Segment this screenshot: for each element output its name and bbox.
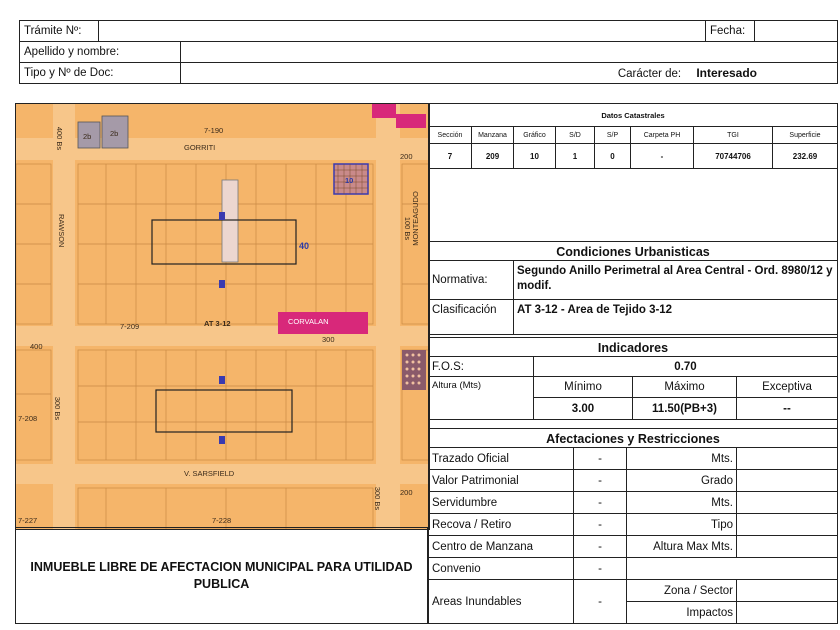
afectaciones-title: Afectaciones y Restricciones bbox=[428, 428, 838, 448]
lot-2b-b: 2b bbox=[110, 129, 119, 138]
afect-unit-servidumbre: Mts. bbox=[626, 491, 737, 514]
cat-col-carpeta: Carpeta PH bbox=[630, 126, 694, 144]
map-drawing bbox=[16, 104, 429, 529]
altura-label: Altura (Mts) bbox=[428, 376, 534, 420]
cat-val-carpeta: - bbox=[630, 143, 694, 169]
street-corvalan: CORVALAN bbox=[288, 317, 329, 326]
indicadores-title: Indicadores bbox=[428, 337, 838, 357]
zona-sector-field bbox=[736, 579, 838, 602]
afect-unit-centro: Altura Max Mts. bbox=[626, 535, 737, 558]
cat-col-sp: S/P bbox=[594, 126, 631, 144]
impactos-label: Impactos bbox=[626, 601, 737, 624]
cat-col-superficie: Superficie bbox=[772, 126, 838, 144]
cat-val-sp: 0 bbox=[594, 143, 631, 169]
catastrales-title: Datos Catastrales bbox=[428, 103, 838, 127]
afect-label-centro: Centro de Manzana bbox=[428, 535, 574, 558]
afect-value-trazado: - bbox=[573, 447, 627, 470]
street-gorriti: GORRITI bbox=[184, 143, 216, 152]
cat-val-manzana: 209 bbox=[471, 143, 514, 169]
afect-label-trazado: Trazado Oficial bbox=[428, 447, 574, 470]
header-row-3 bbox=[19, 62, 838, 84]
footer-box bbox=[15, 527, 428, 624]
lot-40: 40 bbox=[299, 241, 310, 251]
afect-field-patrimonial bbox=[736, 469, 838, 492]
lot-10: 10 bbox=[345, 176, 354, 185]
header-row-1 bbox=[19, 20, 838, 42]
afect-unit-patrimonial: Grado bbox=[626, 469, 737, 492]
maximo-value: 11.50(PB+3) bbox=[632, 397, 737, 420]
minimo-label: Mínimo bbox=[533, 376, 633, 398]
afect-unit-convenio bbox=[626, 557, 838, 580]
caracter-value: Interesado bbox=[696, 66, 757, 80]
caracter-label: Carácter de: bbox=[617, 68, 682, 80]
tramite-field[interactable] bbox=[99, 21, 706, 42]
clasificacion-label: Clasificación bbox=[428, 299, 514, 335]
afect-label-servidumbre: Servidumbre bbox=[428, 491, 574, 514]
caracter-cell bbox=[181, 63, 838, 84]
fecha-field[interactable] bbox=[755, 21, 838, 42]
block-7-227: 7-227 bbox=[18, 516, 38, 525]
street-sarsfield: V. SARSFIELD bbox=[184, 469, 235, 478]
lot-2b-a: 2b bbox=[83, 132, 92, 141]
block-7-190: 7-190 bbox=[204, 126, 224, 135]
block-7-209: 7-209 bbox=[120, 322, 140, 331]
afect-value-recova: - bbox=[573, 513, 627, 536]
afect-field-recova bbox=[736, 513, 838, 536]
tipo-doc-label: Tipo y Nº de Doc: bbox=[20, 63, 181, 84]
afect-value-convenio: - bbox=[573, 557, 627, 580]
cat-val-tgi: 70744706 bbox=[693, 143, 773, 169]
height-300: 300 bbox=[322, 335, 335, 344]
height-200-top: 200 bbox=[400, 152, 413, 161]
normativa-label: Normativa: bbox=[428, 260, 514, 300]
height-400bs: 400 Bs bbox=[55, 126, 65, 151]
tramite-label: Trámite Nº: bbox=[20, 21, 99, 42]
excepcional-value: -- bbox=[736, 397, 838, 420]
afect-label-convenio: Convenio bbox=[428, 557, 574, 580]
afect-value-centro: - bbox=[573, 535, 627, 558]
afect-unit-recova: Tipo bbox=[626, 513, 737, 536]
header-row-2 bbox=[19, 41, 838, 63]
cat-col-manzana: Manzana bbox=[471, 126, 514, 144]
afect-unit-trazado: Mts. bbox=[626, 447, 737, 470]
afect-label-recova: Recova / Retiro bbox=[428, 513, 574, 536]
cat-val-grafico: 10 bbox=[513, 143, 556, 169]
cat-col-seccion: Sección bbox=[428, 126, 472, 144]
fos-value: 0.70 bbox=[533, 356, 838, 377]
cat-col-tgi: TGI bbox=[693, 126, 773, 144]
impactos-field bbox=[736, 601, 838, 624]
clasificacion-value: AT 3-12 - Area de Tejido 3-12 bbox=[513, 299, 838, 335]
inundables-label: Areas Inundables bbox=[428, 579, 574, 624]
afect-label-patrimonial: Valor Patrimonial bbox=[428, 469, 574, 492]
cat-val-superficie: 232.69 bbox=[772, 143, 838, 169]
apellido-field[interactable] bbox=[181, 42, 838, 63]
afect-field-servidumbre bbox=[736, 491, 838, 514]
cat-val-seccion: 7 bbox=[428, 143, 472, 169]
height-300bs-right: 300 Bs bbox=[373, 486, 383, 511]
inundables-value: - bbox=[573, 579, 627, 624]
condiciones-title: Condiciones Urbanisticas bbox=[428, 241, 838, 261]
block-7-208: 7-208 bbox=[18, 414, 38, 423]
zona-sector-label: Zona / Sector bbox=[626, 579, 737, 602]
afect-field-trazado bbox=[736, 447, 838, 470]
cat-col-sd: S/D bbox=[555, 126, 595, 144]
zone-label: AT 3-12 bbox=[204, 319, 231, 328]
maximo-label: Máximo bbox=[632, 376, 737, 398]
cat-val-sd: 1 bbox=[555, 143, 595, 169]
footer-text: INMUEBLE LIBRE DE AFECTACION MUNICIPAL PARA UTILIDAD PUBLICA bbox=[30, 559, 413, 591]
street-monteagudo: MONTEAGUDO bbox=[410, 191, 420, 246]
afect-value-servidumbre: - bbox=[573, 491, 627, 514]
fecha-label: Fecha: bbox=[706, 21, 755, 42]
cat-col-grafico: Gráfico bbox=[513, 126, 556, 144]
fos-label: F.O.S: bbox=[428, 356, 534, 377]
header-form bbox=[19, 20, 838, 84]
street-rawson: RAWSON bbox=[57, 214, 66, 248]
minimo-value: 3.00 bbox=[533, 397, 633, 420]
afect-value-patrimonial: - bbox=[573, 469, 627, 492]
apellido-label: Apellido y nombre: bbox=[20, 42, 181, 63]
block-7-228: 7-228 bbox=[212, 516, 232, 525]
height-100bs: 100 Bs bbox=[403, 216, 413, 241]
cadastral-map bbox=[15, 103, 430, 530]
height-300bs-left: 300 Bs bbox=[53, 396, 63, 421]
afect-field-centro bbox=[736, 535, 838, 558]
height-200-bottom: 200 bbox=[400, 488, 413, 497]
height-400: 400 bbox=[30, 342, 43, 351]
normativa-value: Segundo Anillo Perimetral al Area Central - Ord. 8980/12 y modif. bbox=[513, 260, 838, 300]
excepcional-label: Exceptiva bbox=[736, 376, 838, 398]
